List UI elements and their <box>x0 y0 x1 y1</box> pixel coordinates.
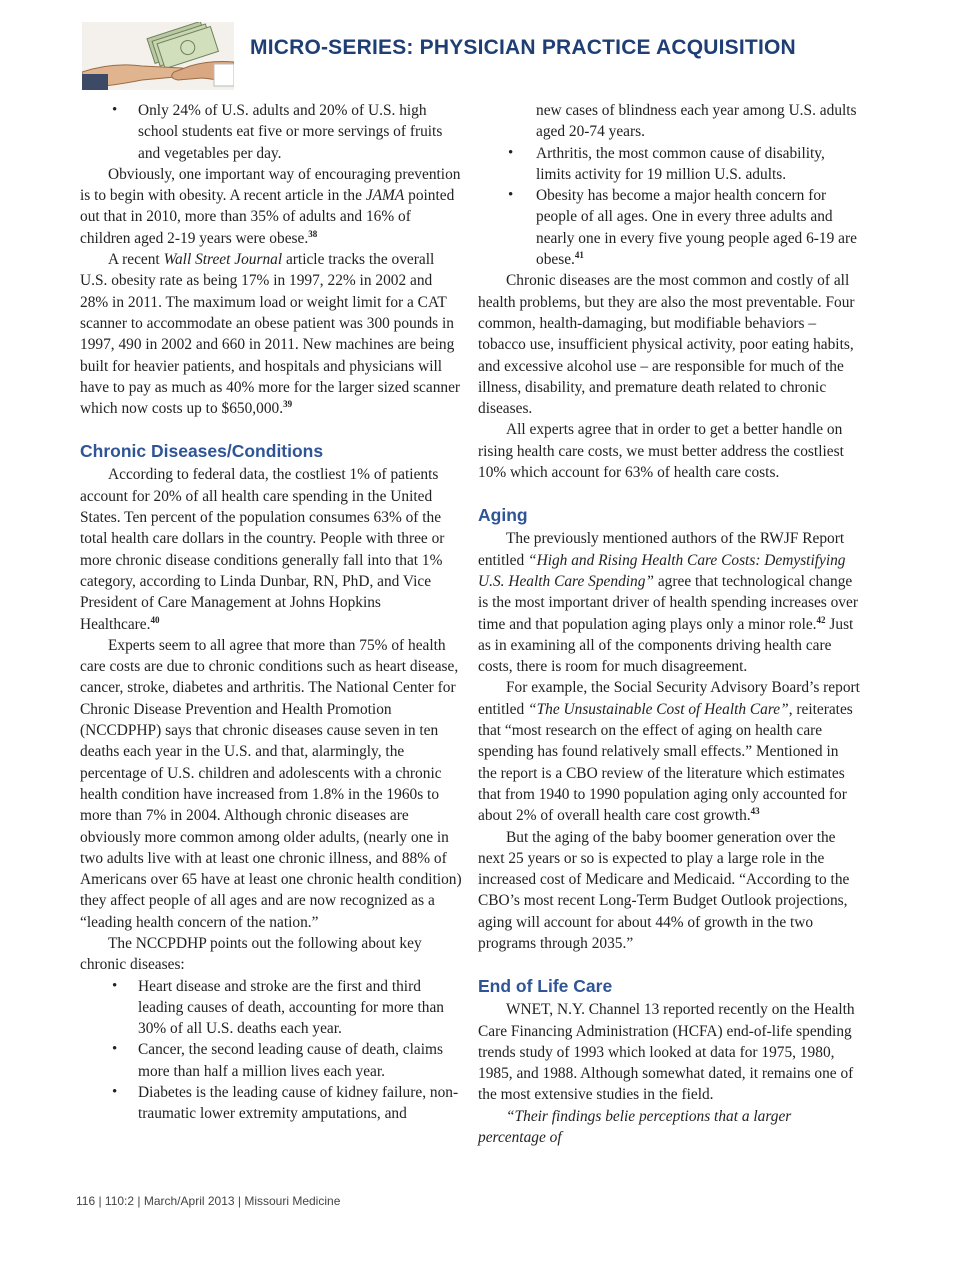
bullet-list <box>80 976 462 1125</box>
section-heading-end-of-life: End of Life Care <box>478 976 613 997</box>
right-column <box>478 100 860 1148</box>
bullet-icon: • <box>112 1041 118 1058</box>
footnote-ref: 39 <box>283 399 293 410</box>
section-heading-aging: Aging <box>478 505 528 526</box>
list-item: • Obesity has become a major health concern for people of all ages. One in every three adults and nearly one in every five young people aged 6-19 are obese.$^{41}$ <box>508 187 857 269</box>
paragraph: A recent Wall Street Journal article tracks the overall U.S. obesity rate as being 17% in 1997, 22% in 2002 and 28% in 2011. The maximum load or weight limit for a CAT scanner to accommodate an obese patient was 300 pounds in 1997, 490 in 2002 and 660 in 2011. New machines are being built for heavier patients, and hospitals and physicians will have to pay as much as 40% more for the larger sized scanner which now costs up to $650,000.39 <box>80 251 461 418</box>
bullet-icon: • <box>112 977 118 994</box>
list-item: • Only 24% of U.S. adults and 20% of U.S. high school students eat five or more servings of fruits and vegetables per day. <box>112 102 443 162</box>
list-item: • Cancer, the second leading cause of death, claims more than half a million lives each year. <box>112 1041 443 1080</box>
footnote-ref: 40 <box>150 614 160 625</box>
paragraph: For example, the Social Security Advisory Board’s report entitled “The Unsustainable Cost of Health Care”, reiterates that “most research on the effect of aging on health care spending has found relatively small effects.” Mentioned in the report is a CBO review of the literature which estimates that from 1940 to 1990 population aging only accounted for about 2% of overall health care cost growth.$^{43}$ <box>478 679 860 825</box>
paragraph: “Their findings belie perceptions that a larger percentage of <box>478 1107 792 1147</box>
paragraph: Experts seem to all agree that more than 75% of health care costs are due to chronic conditions such as heart disease, cancer, stroke, diabetes and arthritis. The National Center for Chronic Disease Prevention and Health Promotion (NCCDPHP) says that chronic diseases cause seven in ten deaths each year in the U.S. and that, alarmingly, the percentage of U.S. children and adolescents with a chronic health condition have increased from 1.8% in the 1960s to more than 7% in 2004. Although chronic diseases are obviously more common among older adults, (nearly one in two adults live with at least one chronic illness, and 88% of Americans over 65 have at least one chronic health condition) they affect people of all ages and are now recognized as a “leading health concern of the nation.” <box>80 636 462 931</box>
bullet-list <box>80 100 462 164</box>
footnote-ref: 38 <box>308 228 318 239</box>
list-item: new cases of blindness each year among U.S. adults aged 20-74 years. <box>536 102 857 141</box>
list-item: • Arthritis, the most common cause of disability, limits activity for 19 million U.S. adults. <box>508 144 825 183</box>
footnote-ref: 42 <box>816 614 826 625</box>
footnote-ref: 41 <box>574 249 584 260</box>
bullet-list <box>478 100 860 270</box>
paragraph: WNET, N.Y. Channel 13 reported recently on the Health Care Financing Administration (HCFA) end-of-life spending trends study of 1993 which looked at data for 1975, 1980, 1985, and 1988. Although somewhat dated, it remains one of the most extensive studies in the field. <box>478 1001 855 1104</box>
bullet-icon: • <box>508 144 514 161</box>
paragraph: According to federal data, the costliest 1% of patients account for 20% of all health care spending in the United States. Ten percent of the population consumes 63% of the total health care dollars in the country. People with three or more chronic disease conditions generally fall into that 1% category, according to Linda Dunbar, RN, PhD, and Vice President of Care Management at Johns Hopkins Healthcare.$^{40}$ <box>80 466 445 633</box>
list-item: • Diabetes is the leading cause of kidney failure, non-traumatic lower extremity amputations, and <box>112 1084 459 1123</box>
paragraph: But the aging of the baby boomer generation over the next 25 years or so is expected to play a large role in the increased cost of Medicare and Medicaid. “According to the CBO’s most recent Long-Term Budget Outlook projections, aging will account for about 44% of growth in the two programs through 2035.” <box>478 828 850 952</box>
series-title: MICRO-SERIES: PHYSICIAN PRACTICE ACQUISITION <box>250 36 796 59</box>
paragraph: The NCCPDHP points out the following about key chronic diseases: <box>80 934 422 974</box>
paragraph: Chronic diseases are the most common and costly of all health problems, but they are also the most preventable. Four common, health-damaging, but modifiable behaviors – tobacco use, insufficient physical activity, poor eating habits, and excessive alcohol use – are responsible for much of the illness, disability, and premature death related to chronic diseases. <box>478 272 855 418</box>
paragraph: The previously mentioned authors of the RWJF Report entitled “High and Rising Health Care Costs: Demystifying U.S. Health Care Spending” agree that technological change is the most important driver of health spending increases over time and that population aging plays only a minor role.$^{42}$ Just as in examining all of the components driving health care costs, there is room for much disagreement. <box>478 530 858 676</box>
footnote-ref: 43 <box>750 806 760 817</box>
bullet-icon: • <box>112 102 118 118</box>
page-header <box>82 22 882 92</box>
list-item: • Heart disease and stroke are the first and third leading causes of death, accounting for more than 30% of all U.S. deaths each year. <box>112 977 444 1038</box>
page-footer: 116 | 110:2 | March/April 2013 | Missouri Medicine <box>76 1194 341 1208</box>
bullet-icon: • <box>508 187 514 204</box>
bullet-icon: • <box>112 1084 118 1101</box>
left-column <box>80 100 462 1125</box>
paragraph: All experts agree that in order to get a better handle on rising health care costs, we must better address the costliest 10% which account for 63% of health care costs. <box>478 421 844 482</box>
hands-exchanging-money-icon <box>82 22 234 90</box>
section-heading-chronic: Chronic Diseases/Conditions <box>80 441 324 462</box>
paragraph: Obviously, one important way of encouraging prevention is to begin with obesity. A recent article in the JAMA pointed out that in 2010, more than 35% of adults and 16% of children aged 2-19 years were obese.$^{38}$ <box>80 165 461 247</box>
